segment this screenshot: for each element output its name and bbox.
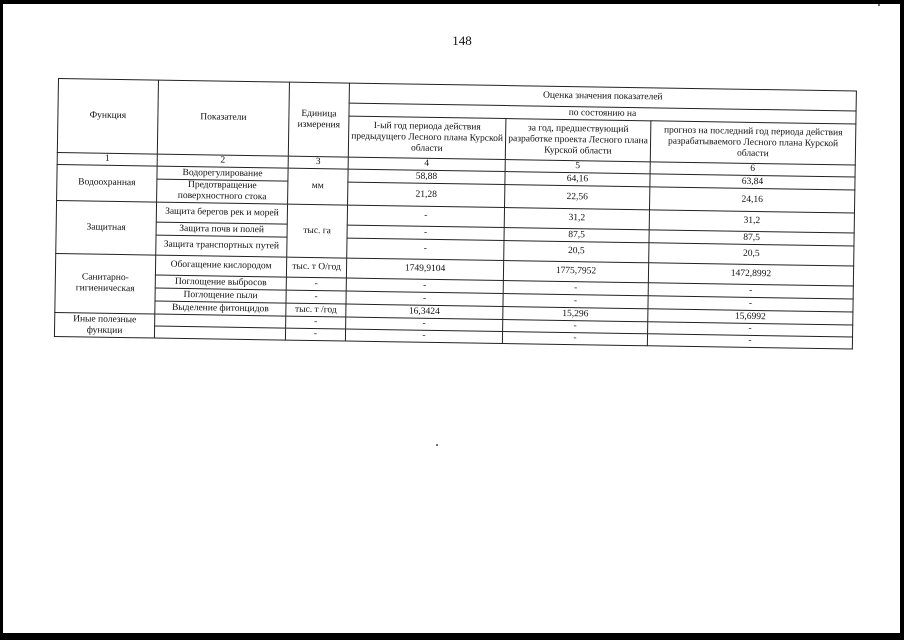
value-cell: 20,5 [649, 243, 854, 266]
indicator-cell: Защита транспортных путей [156, 235, 287, 257]
value-cell: 31,2 [649, 210, 854, 233]
column-number: 5 [505, 160, 650, 174]
unit-cell: мм [288, 168, 349, 205]
value-cell: 63,84 [650, 174, 855, 190]
value-cell: - [648, 322, 853, 337]
scan-speck [878, 4, 880, 6]
value-cell: 64,16 [505, 172, 650, 187]
column-number: 6 [650, 162, 855, 177]
value-cell: - [648, 283, 853, 299]
value-cell: 87,5 [504, 228, 649, 243]
column-number: 3 [288, 156, 348, 169]
scan-border-top [0, 0, 904, 4]
unit-cell: - [286, 290, 346, 304]
value-cell: - [347, 205, 504, 227]
indicator-cell: Защита берегов рек и морей [156, 202, 287, 224]
header-as-of: по состоянию на [349, 103, 856, 124]
value-cell: - [347, 225, 504, 240]
scan-border-left [0, 0, 3, 640]
unit-cell: тыс. га [287, 204, 348, 258]
value-cell: 20,5 [504, 241, 649, 263]
forest-functions-table [54, 78, 857, 350]
unit-cell: - [286, 316, 346, 329]
value-cell: 15,6992 [648, 309, 853, 325]
value-cell: 24,16 [650, 187, 855, 213]
value-cell: - [345, 329, 502, 343]
scan-border-right [900, 0, 904, 640]
indicator-cell: Предотвращение поверхностного стока [157, 179, 288, 204]
header-assessment: Оценка значения показателей [349, 83, 856, 111]
value-cell: 87,5 [649, 230, 854, 246]
unit-cell: тыс. т О/год [286, 257, 346, 278]
function-cell: Санитарно-гигиеническая [55, 253, 156, 314]
header-col6: прогноз на последний год периода действия разрабатываемого Лесного плана Курской области [650, 121, 856, 165]
value-cell: - [346, 291, 503, 306]
indicator-cell: Защита почв и полей [156, 222, 287, 237]
function-cell: Защитная [56, 200, 157, 255]
value-cell: 1472,8992 [648, 263, 853, 286]
header-col5: за год, предшествующий разработке проекта Лесного плана Курской области [505, 119, 651, 162]
value-cell: - [647, 334, 852, 349]
value-cell: 22,56 [505, 185, 650, 210]
indicator-cell: Поглощение пыли [155, 288, 286, 303]
header-unit: Единица измерения [288, 82, 349, 157]
scan-speck [436, 444, 438, 446]
value-cell: - [502, 332, 647, 346]
value-cell: - [346, 317, 503, 331]
value-cell: - [503, 294, 648, 309]
indicator-cell: Водорегулирование [157, 166, 288, 181]
value-cell: 1749,9104 [346, 258, 503, 280]
scan-border-bottom [0, 633, 904, 640]
header-col4: I-ый год периода действия предыдущего Лесного плана Курской области [348, 116, 506, 159]
value-cell: 31,2 [504, 208, 649, 230]
column-number: 1 [57, 152, 157, 166]
header-indicators: Показатели [157, 80, 289, 156]
value-cell: 21,28 [348, 182, 505, 207]
function-cell: Водоохранная [57, 164, 158, 202]
unit-cell: - [285, 328, 345, 341]
indicator-cell [154, 326, 285, 340]
value-cell: - [503, 320, 648, 334]
function-cell: Иные полезные функции [54, 312, 154, 338]
column-number: 4 [348, 157, 505, 171]
column-number: 2 [157, 154, 288, 168]
value-cell: - [503, 281, 648, 296]
value-cell: 58,88 [348, 169, 505, 184]
indicator-cell: Обогащение кислородом [155, 255, 286, 277]
forest-functions-table-container [54, 78, 856, 350]
unit-cell: - [286, 277, 346, 291]
value-cell: - [347, 238, 504, 260]
indicator-cell: Поглощение выбросов [155, 275, 286, 290]
indicator-cell: Выделение фитонцидов [155, 301, 286, 316]
page-number: 148 [452, 33, 472, 48]
unit-cell: тыс. т /год [286, 303, 346, 317]
header-function: Функция [57, 79, 158, 155]
value-cell: - [346, 278, 503, 293]
value-cell: - [648, 296, 853, 312]
value-cell: 1775,7952 [503, 261, 648, 283]
value-cell: 15,296 [503, 307, 648, 322]
value-cell: 16,3424 [346, 304, 503, 319]
